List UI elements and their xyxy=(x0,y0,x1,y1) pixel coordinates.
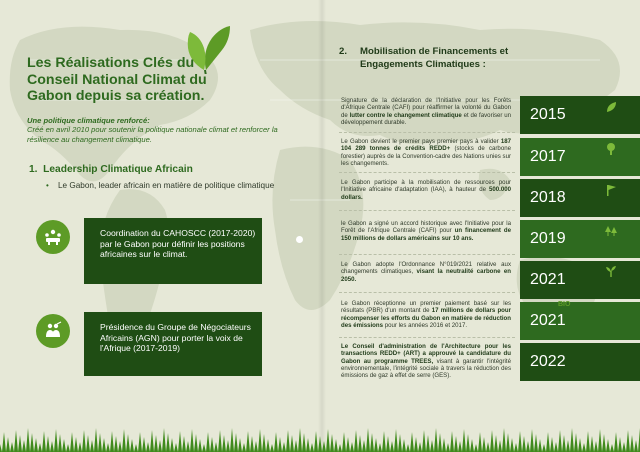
subtitle-lead: Une politique climatique renforcé: xyxy=(27,116,150,125)
section-2-number: 2. xyxy=(339,46,348,57)
entry-2021-paiement: Le Gabon réceptionne un premier paiement basé sur les résultats (PBR) d'un montant de 17 millions de dollars pour récompenser les efforts du Gabon en matière de réduction des émissions pour les années 2016 et 2017. xyxy=(341,300,511,329)
year-2021-b: 2021 xyxy=(520,302,640,340)
page-title: Les Réalisations Clés du Conseil National Climat du Gabon depuis sa création. xyxy=(27,55,207,104)
year-2021-a: 2021 xyxy=(520,261,640,299)
year-2017: 2017 xyxy=(520,138,640,176)
entry-2018: Le Gabon participe à la mobilisation de ressources pour l'Initiative africaine d'adaptation (IAA), à hauteur de 500.000 dollars. xyxy=(341,179,511,201)
entry-2015: Signature de la déclaration de l'Initiative pour les Forêts d'Afrique Centrale (CAFI) pour réaffirmer la volonté du Gabon de lutter contre le changement climatique et de favoriser un développement durable. xyxy=(341,97,511,126)
year-2022: 2022 xyxy=(520,343,640,381)
dotted-separator xyxy=(339,292,515,293)
dotted-separator xyxy=(339,132,515,133)
page-fold xyxy=(318,0,326,452)
card-cahoscc xyxy=(84,218,262,284)
entry-2017: Le Gabon devient le premier pays premier pays à valider 187 104 289 tonnes de crédits REDD+ (stocks de carbone forestier) auprès de la Convention-cadre des Nations unies sur les changements. xyxy=(341,138,511,167)
forest-icon xyxy=(604,224,618,238)
tree-icon xyxy=(604,142,618,156)
section-1-title: Leadership Climatique Africain xyxy=(43,164,193,175)
entry-2022: Le Conseil d'administration de l'Architecture pour les transactions REDD+ (ART) a approuvé la candidature du Gabon au programme TREES, visant à garantir l'intégrité environnementale, l'intégrité sociale à travers la réduction des émissions de gaz à effet de serre (GES). xyxy=(341,343,511,380)
section-1-number: 1. xyxy=(29,164,38,175)
dotted-separator xyxy=(339,337,515,338)
grass-border xyxy=(0,420,640,452)
dotted-separator xyxy=(339,254,515,255)
entry-2019: le Gabon a signé un accord historique avec l'Initiative pour la Forêt de l'Afrique Centrale (CAFI) pour un financement de 150 millions de dollars américains sur 10 ans. xyxy=(341,220,511,242)
meeting-icon xyxy=(43,227,63,247)
card-cahoscc-text: Coordination du CAHOSCC (2017-2020) par le Gabon pour définir les positions africaines sur le climat. xyxy=(100,228,256,260)
year-2019: 2019 xyxy=(520,220,640,258)
plant-icon xyxy=(604,265,618,279)
card-agn-badge xyxy=(31,309,75,353)
section-1-heading xyxy=(29,164,193,175)
bullet-mark: • xyxy=(46,181,49,190)
entry-2021-ordonnance: Le Gabon adopte l'Ordonnance N°019/2021 relative aux changements climatiques, visant la neutralité carbone en 2050. xyxy=(341,261,511,283)
card-agn-text: Présidence du Groupe de Négociateurs Africains (AGN) pour porter la voix de l'Afrique (2017-2019) xyxy=(100,322,251,354)
team-icon xyxy=(43,321,63,341)
subtitle xyxy=(27,116,297,144)
dotted-separator xyxy=(339,210,515,211)
bullet-text: Le Gabon, leader africain en matière de politique climatique xyxy=(58,181,275,190)
bio-tag: BIO xyxy=(558,301,571,308)
card-cahoscc-badge xyxy=(31,215,75,259)
leaf-icon xyxy=(604,100,618,114)
dotted-separator xyxy=(339,172,515,173)
card-agn xyxy=(84,312,262,376)
subtitle-body: Créé en avril 2010 pour soutenir la politique nationale climat et renforcer la résilience au changement climatique. xyxy=(27,125,278,144)
section-2-title: Mobilisation de Financements et Engagements Climatiques : xyxy=(360,46,509,70)
map-marker xyxy=(296,236,303,243)
flag-icon xyxy=(604,183,618,197)
year-2015: 2015 xyxy=(520,96,640,134)
year-2018: 2018 xyxy=(520,179,640,217)
